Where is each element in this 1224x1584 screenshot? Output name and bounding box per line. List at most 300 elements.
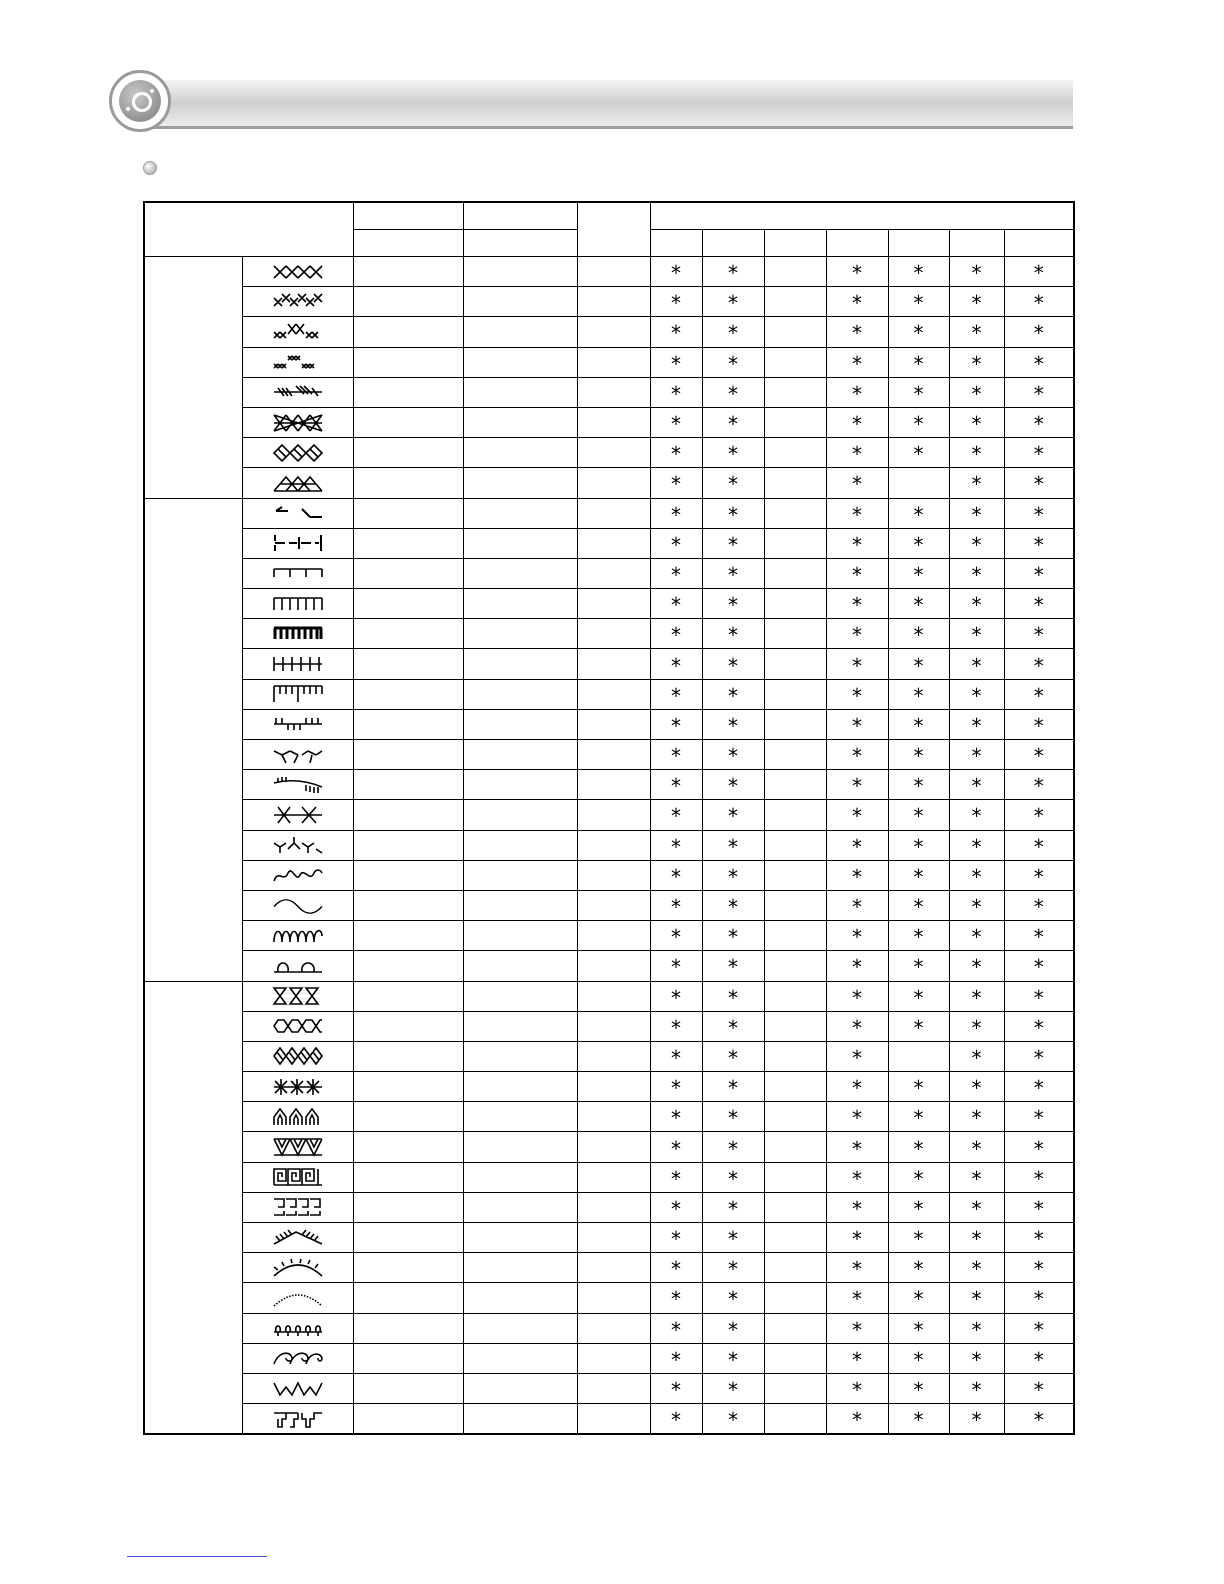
mark-cell [650, 1373, 702, 1403]
empty-cell [577, 1373, 650, 1403]
mark-cell [702, 1373, 764, 1403]
asterisk-mark: * [913, 442, 924, 467]
mark-cell [826, 1132, 888, 1162]
asterisk-mark: * [1033, 1317, 1044, 1342]
empty-cell [577, 1253, 650, 1283]
mark-cell [702, 649, 764, 679]
asterisk-mark: * [1033, 502, 1044, 527]
combsparse-stitch-icon [242, 558, 353, 588]
feather-stitch-icon [242, 830, 353, 860]
asterisk-mark: * [852, 1106, 862, 1131]
mark-cell [764, 558, 826, 588]
mark-cell [1004, 468, 1074, 498]
asterisk-mark: * [913, 1076, 924, 1101]
mark-cell [888, 1132, 949, 1162]
asterisk-mark: * [671, 623, 681, 648]
header-cell-models [650, 202, 1074, 230]
asterisk-mark: * [1033, 593, 1044, 618]
asterisk-mark: * [1033, 1408, 1044, 1433]
mark-cell [764, 1011, 826, 1041]
mark-cell [888, 558, 949, 588]
asterisk-mark: * [671, 1106, 681, 1131]
empty-cell [463, 558, 577, 588]
empty-cell [463, 860, 577, 890]
mark-cell [702, 287, 764, 317]
fork-stitch-icon [242, 740, 353, 770]
mark-cell [764, 377, 826, 407]
mark-cell [888, 649, 949, 679]
mark-cell [702, 1192, 764, 1222]
mark-cell [888, 1162, 949, 1192]
asterisk-mark: * [852, 532, 862, 557]
asterisk-mark: * [971, 744, 982, 769]
empty-cell [577, 468, 650, 498]
mark-cell [702, 921, 764, 951]
hcross-stitch-icon [242, 649, 353, 679]
asterisk-mark: * [671, 1317, 681, 1342]
mark-cell [1004, 830, 1074, 860]
asterisk-mark: * [1033, 472, 1044, 497]
mark-cell [764, 1223, 826, 1253]
mark-cell [949, 1373, 1004, 1403]
serpent-stitch-icon [242, 921, 353, 951]
mark-cell [1004, 800, 1074, 830]
mark-cell [888, 589, 949, 619]
greekkey2-stitch-icon [242, 1192, 353, 1222]
empty-cell [577, 921, 650, 951]
mark-cell [764, 951, 826, 981]
asterisk-mark: * [913, 261, 924, 286]
empty-cell [577, 1404, 650, 1435]
mark-cell [650, 830, 702, 860]
mark-cell [888, 407, 949, 437]
asterisk-mark: * [971, 562, 982, 587]
asterisk-mark: * [671, 593, 681, 618]
mark-cell [888, 800, 949, 830]
asterisk-mark: * [913, 774, 924, 799]
asterisk-mark: * [852, 472, 862, 497]
title-bar [150, 80, 1073, 129]
header-model-2 [702, 230, 764, 257]
mark-cell [1004, 438, 1074, 468]
table-row [144, 951, 1074, 981]
empty-cell [463, 800, 577, 830]
mark-cell [650, 921, 702, 951]
empty-cell [577, 619, 650, 649]
mark-cell [888, 1404, 949, 1435]
mark-cell [888, 921, 949, 951]
empty-cell [577, 1343, 650, 1373]
table-row [144, 740, 1074, 770]
asterisk-mark: * [971, 985, 982, 1010]
mark-cell [650, 1343, 702, 1373]
mark-cell [702, 1072, 764, 1102]
empty-cell [577, 317, 650, 347]
asterisk-mark: * [1033, 562, 1044, 587]
mark-cell [764, 1102, 826, 1132]
asterisk-mark: * [671, 1045, 681, 1070]
lashes-stitch-icon [242, 770, 353, 800]
mark-cell [1004, 1283, 1074, 1313]
mark-cell [888, 468, 949, 498]
table-row [144, 800, 1074, 830]
mark-cell [888, 981, 949, 1011]
mark-cell [888, 709, 949, 739]
asterisk-mark: * [971, 1196, 982, 1221]
asterisk-mark: * [728, 955, 738, 980]
mark-cell [949, 438, 1004, 468]
arcticks-stitch-icon [242, 1253, 353, 1283]
asterisk-mark: * [671, 321, 681, 346]
empty-cell [353, 770, 463, 800]
asterisk-mark: * [852, 1257, 862, 1282]
empty-cell [577, 257, 650, 287]
empty-cell [463, 468, 577, 498]
asterisk-mark: * [728, 1076, 738, 1101]
asterisk-mark: * [971, 1136, 982, 1161]
xsmall-stitch-icon [242, 347, 353, 377]
mark-cell [1004, 589, 1074, 619]
mark-cell [888, 257, 949, 287]
asterisk-mark: * [852, 1015, 862, 1040]
asterisk-mark: * [1033, 1106, 1044, 1131]
mark-cell [826, 1343, 888, 1373]
asterisk-mark: * [971, 955, 982, 980]
header-model-6 [949, 230, 1004, 257]
mark-cell [888, 528, 949, 558]
asterisk-mark: * [852, 925, 862, 950]
asterisk-mark: * [913, 412, 924, 437]
mark-cell [826, 1011, 888, 1041]
asterisk-mark: * [852, 321, 862, 346]
mark-cell [949, 860, 1004, 890]
greekkey-stitch-icon [242, 1162, 353, 1192]
asterisk-mark: * [913, 1106, 924, 1131]
table-row [144, 890, 1074, 920]
asterisk-mark: * [913, 955, 924, 980]
asterisk-mark: * [671, 744, 681, 769]
asterisk-mark: * [913, 381, 924, 406]
mark-cell [826, 830, 888, 860]
mark-cell [826, 1072, 888, 1102]
squiggle-stitch-icon [242, 860, 353, 890]
empty-cell [577, 770, 650, 800]
asterisk-mark: * [1033, 623, 1044, 648]
empty-cell [463, 1283, 577, 1313]
empty-cell [463, 890, 577, 920]
asterisk-mark: * [913, 1317, 924, 1342]
header-model-5 [888, 230, 949, 257]
empty-cell [353, 257, 463, 287]
header-cell-a [353, 202, 463, 230]
empty-cell [577, 498, 650, 528]
honeycomb-stitch-icon [242, 1011, 353, 1041]
empty-cell [463, 1072, 577, 1102]
xleaf-stitch-icon [242, 377, 353, 407]
table-row [144, 1132, 1074, 1162]
empty-cell [353, 347, 463, 377]
footer-link-underline [127, 1556, 267, 1557]
mark-cell [764, 1132, 826, 1162]
asterisk-mark: * [971, 925, 982, 950]
dashdiag-stitch-icon [242, 498, 353, 528]
mark-cell [650, 1102, 702, 1132]
asterisk-mark: * [671, 1408, 681, 1433]
asterisk-mark: * [852, 412, 862, 437]
mark-cell [702, 468, 764, 498]
asterisk-mark: * [852, 442, 862, 467]
asterisk-mark: * [913, 321, 924, 346]
mark-cell [702, 800, 764, 830]
asterisk-mark: * [728, 532, 738, 557]
asterisk-mark: * [971, 1227, 982, 1252]
asterisk-mark: * [852, 261, 862, 286]
asterisk-mark: * [852, 1378, 862, 1403]
mark-cell [888, 1283, 949, 1313]
asterisk-mark: * [971, 593, 982, 618]
mark-cell [650, 1162, 702, 1192]
asterisk-mark: * [728, 351, 738, 376]
group-cell [144, 981, 242, 1434]
mark-cell [826, 528, 888, 558]
table-row [144, 770, 1074, 800]
asterisk-mark: * [971, 1347, 982, 1372]
group-cell [144, 257, 242, 499]
mark-cell [949, 1283, 1004, 1313]
asterisk-mark: * [1033, 925, 1044, 950]
mark-cell [764, 649, 826, 679]
asterisk-mark: * [971, 1257, 982, 1282]
castle-stitch-icon [242, 1404, 353, 1435]
asterisk-mark: * [913, 683, 924, 708]
asterisk-mark: * [728, 834, 738, 859]
mark-cell [949, 257, 1004, 287]
mark-cell [949, 800, 1004, 830]
table-row [144, 1373, 1074, 1403]
asterisk-mark: * [971, 834, 982, 859]
empty-cell [353, 740, 463, 770]
mark-cell [888, 1373, 949, 1403]
mark-cell [650, 1192, 702, 1222]
mark-cell [764, 770, 826, 800]
mark-cell [702, 1253, 764, 1283]
asterisk-mark: * [671, 562, 681, 587]
mark-cell [702, 860, 764, 890]
mark-cell [650, 498, 702, 528]
mark-cell [826, 981, 888, 1011]
asterisk-mark: * [728, 1166, 738, 1191]
asterisk-mark: * [852, 502, 862, 527]
asterisk-mark: * [728, 472, 738, 497]
asterisk-mark: * [852, 653, 862, 678]
mark-cell [1004, 709, 1074, 739]
mark-cell [888, 1343, 949, 1373]
triangles-stitch-icon [242, 1132, 353, 1162]
asterisk-mark: * [728, 412, 738, 437]
asterisk-mark: * [852, 774, 862, 799]
asterisk-mark: * [671, 955, 681, 980]
asterisk-mark: * [852, 1196, 862, 1221]
asterisk-mark: * [1033, 985, 1044, 1010]
empty-cell [577, 1041, 650, 1071]
asterisk-mark: * [728, 261, 738, 286]
mark-cell [702, 1041, 764, 1071]
empty-cell [463, 528, 577, 558]
asterisk-mark: * [913, 1408, 924, 1433]
mark-cell [949, 1192, 1004, 1222]
asterisk-mark: * [728, 291, 738, 316]
hourglass-stitch-icon [242, 981, 353, 1011]
asterisk-mark: * [728, 502, 738, 527]
empty-cell [463, 1373, 577, 1403]
empty-cell [577, 1072, 650, 1102]
mark-cell [702, 1343, 764, 1373]
empty-cell [463, 709, 577, 739]
empty-cell [577, 1192, 650, 1222]
table-row [144, 377, 1074, 407]
mark-cell [826, 740, 888, 770]
asterisk-mark: * [852, 623, 862, 648]
mark-cell [650, 860, 702, 890]
asterisk-mark: * [671, 683, 681, 708]
empty-cell [577, 1162, 650, 1192]
asterisk-mark: * [852, 593, 862, 618]
mark-cell [888, 287, 949, 317]
header-subcell-b [463, 230, 577, 257]
asterisk-mark: * [971, 864, 982, 889]
table-row [144, 1223, 1074, 1253]
xmid-stitch-icon [242, 317, 353, 347]
mark-cell [650, 800, 702, 830]
mark-cell [1004, 1162, 1074, 1192]
empty-cell [577, 679, 650, 709]
arrowhead-stitch-icon [242, 1223, 353, 1253]
asterisk-stitch-icon [242, 1072, 353, 1102]
mark-cell [826, 860, 888, 890]
mark-cell [702, 438, 764, 468]
empty-cell [353, 558, 463, 588]
mark-cell [949, 1102, 1004, 1132]
asterisk-mark: * [728, 774, 738, 799]
header-model-4 [826, 230, 888, 257]
empty-cell [463, 1102, 577, 1132]
mark-cell [888, 1253, 949, 1283]
mark-cell [702, 619, 764, 649]
mark-cell [650, 1223, 702, 1253]
wave-stitch-icon [242, 890, 353, 920]
asterisk-mark: * [971, 653, 982, 678]
asterisk-mark: * [728, 653, 738, 678]
mark-cell [650, 619, 702, 649]
loops-stitch-icon [242, 951, 353, 981]
empty-cell [577, 1313, 650, 1343]
table-row [144, 287, 1074, 317]
mark-cell [888, 1072, 949, 1102]
asterisk-mark: * [1033, 381, 1044, 406]
empty-cell [353, 468, 463, 498]
empty-cell [353, 377, 463, 407]
mark-cell [650, 890, 702, 920]
asterisk-mark: * [913, 1227, 924, 1252]
mark-cell [650, 589, 702, 619]
asterisk-mark: * [913, 864, 924, 889]
empty-cell [353, 407, 463, 437]
table-row [144, 1011, 1074, 1041]
mark-cell [650, 317, 702, 347]
header-model-7 [1004, 230, 1074, 257]
asterisk-mark: * [671, 1347, 681, 1372]
empty-cell [353, 649, 463, 679]
table-row [144, 981, 1074, 1011]
empty-cell [353, 498, 463, 528]
asterisk-mark: * [728, 1317, 738, 1342]
mark-cell [702, 951, 764, 981]
mark-cell [764, 438, 826, 468]
asterisk-mark: * [671, 381, 681, 406]
mark-cell [1004, 770, 1074, 800]
mark-cell [1004, 558, 1074, 588]
table-row [144, 830, 1074, 860]
mark-cell [888, 1102, 949, 1132]
empty-cell [463, 498, 577, 528]
asterisk-mark: * [1033, 683, 1044, 708]
asterisk-mark: * [1033, 1166, 1044, 1191]
mark-cell [949, 1011, 1004, 1041]
group-cell [144, 498, 242, 981]
asterisk-mark: * [728, 442, 738, 467]
asterisk-mark: * [671, 1076, 681, 1101]
empty-cell [463, 951, 577, 981]
asterisk-mark: * [1033, 955, 1044, 980]
empty-cell [353, 1253, 463, 1283]
xwave-stitch-icon [242, 287, 353, 317]
mark-cell [764, 1192, 826, 1222]
mark-cell [650, 740, 702, 770]
mark-cell [764, 1253, 826, 1283]
table-row [144, 649, 1074, 679]
empty-cell [353, 1313, 463, 1343]
empty-cell [463, 1313, 577, 1343]
asterisk-mark: * [1033, 1287, 1044, 1312]
stitch-pattern-table [143, 201, 1075, 1435]
mark-cell [650, 981, 702, 1011]
table-row [144, 407, 1074, 437]
mark-cell [702, 1283, 764, 1313]
table-row [144, 528, 1074, 558]
mark-cell [702, 1011, 764, 1041]
mark-cell [949, 1223, 1004, 1253]
empty-cell [463, 1253, 577, 1283]
asterisk-mark: * [913, 713, 924, 738]
mark-cell [650, 1072, 702, 1102]
table-row [144, 1041, 1074, 1071]
asterisk-mark: * [728, 321, 738, 346]
header-model-1 [650, 230, 702, 257]
mark-cell [650, 1132, 702, 1162]
empty-cell [463, 770, 577, 800]
asterisk-mark: * [913, 351, 924, 376]
empty-cell [353, 1132, 463, 1162]
mark-cell [949, 1343, 1004, 1373]
asterisk-mark: * [913, 1347, 924, 1372]
mark-cell [949, 287, 1004, 317]
empty-cell [353, 287, 463, 317]
asterisk-mark: * [728, 1378, 738, 1403]
asterisk-mark: * [671, 895, 681, 920]
empty-cell [577, 649, 650, 679]
asterisk-mark: * [671, 653, 681, 678]
asterisk-mark: * [852, 381, 862, 406]
